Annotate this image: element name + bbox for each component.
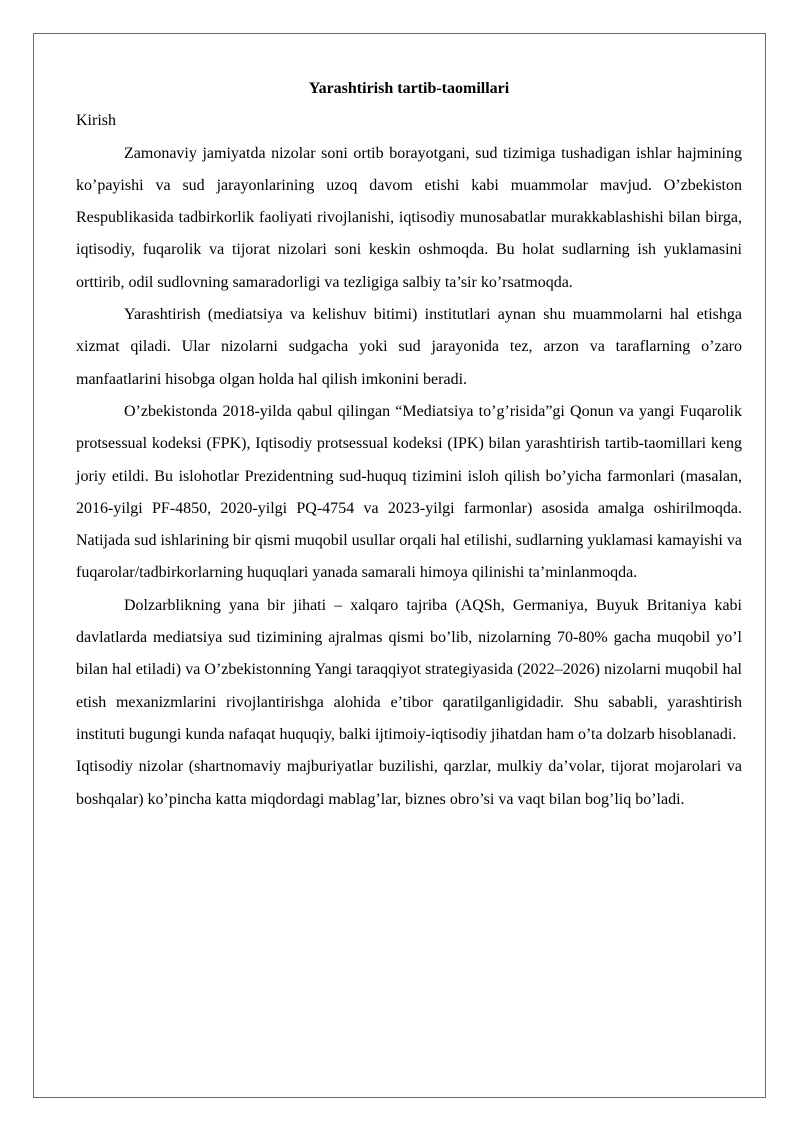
document-body — [76, 73, 742, 816]
document-title: Yarashtirish tartib-taomillari — [308, 80, 510, 97]
paragraph: Yarashtirish (mediatsiya va kelishuv bitimi) institutlari aynan shu muammolarni hal etishga xizmat qiladi. Ular nizolarni sudgacha yoki sud jarayonida tez, arzon va taraflarning o’zaro manfaatlarini hisobga olgan holda hal qilish imkonini beradi. — [76, 306, 742, 388]
paragraph: Zamonaviy jamiyatda nizolar soni ortib borayotgani, sud tizimiga tushadigan ishlar hajmining ko’payishi va sud jarayonlarining uzoq davom etishi kabi muammolar mavjud. O’zbekiston Respublikasida tadbirkorlik faoliyati rivojlanishi, iqtisodiy munosabatlar murakkablashishi bilan birga, iqtisodiy, fuqarolik va tijorat nizolari soni keskin oshmoqda. Bu holat sudlarning ish yuklamasini orttirib, odil sudlovning samaradorligi va tezligiga salbiy ta’sir ko’rsatmoqda. — [76, 144, 742, 291]
section-heading-introduction: Kirish — [76, 112, 116, 130]
closing-paragraph: Iqtisodiy nizolar (shartnomaviy majburiyatlar buzilishi, qarzlar, mulkiy da’volar, tijorat mojarolari va boshqalar) ko’pincha katta miqdordagi mablag’lar, biznes obro’si va vaqt bilan bog’liq bo’ladi. — [76, 758, 742, 808]
paragraph: O’zbekistonda 2018-yilda qabul qilingan “Mediatsiya to’g’risida”gi Qonun va yangi Fuqarolik protsessual kodeksi (FPK), Iqtisodiy protsessual kodeksi (IPK) bilan yarashtirish tartib-taomillari keng joriy etildi. Bu islohotlar Prezidentning sud-huquq tizimini isloh qilish bo’yicha farmonlari (masalan, 2016-yilgi PF-4850, 2020-yilgi PQ-4754 va 2023-yilgi farmonlar) asosida amalga oshirilmoqda. Natijada sud ishlarining bir qismi muqobil usullar orqali hal etilishi, sudlarning yuklamasi kamayishi va fuqarolar/tadbirkorlarning huquqlari yanada samarali himoya qilinishi ta’minlanmoqda. — [76, 402, 742, 582]
paragraph: Dolzarblikning yana bir jihati – xalqaro tajriba (AQSh, Germaniya, Buyuk Britaniya kabi davlatlarda mediatsiya sud tizimining ajralmas qismi bo’lib, nizolarning 70-80% gacha muqobil yo’l bilan hal etiladi) va O’zbekistonning Yangi taraqqiyot strategiyasida (2022–2026) nizolarni muqobil hal etish mexanizmlarini rivojlantirishga alohida e’tibor qaratilganligidadir. Shu sababli, yarashtirish instituti bugungi kunda nafaqat huquqiy, balki ijtimoiy-iqtisodiy jihatdan ham o’ta dolzarb hisoblanadi. — [76, 596, 742, 743]
